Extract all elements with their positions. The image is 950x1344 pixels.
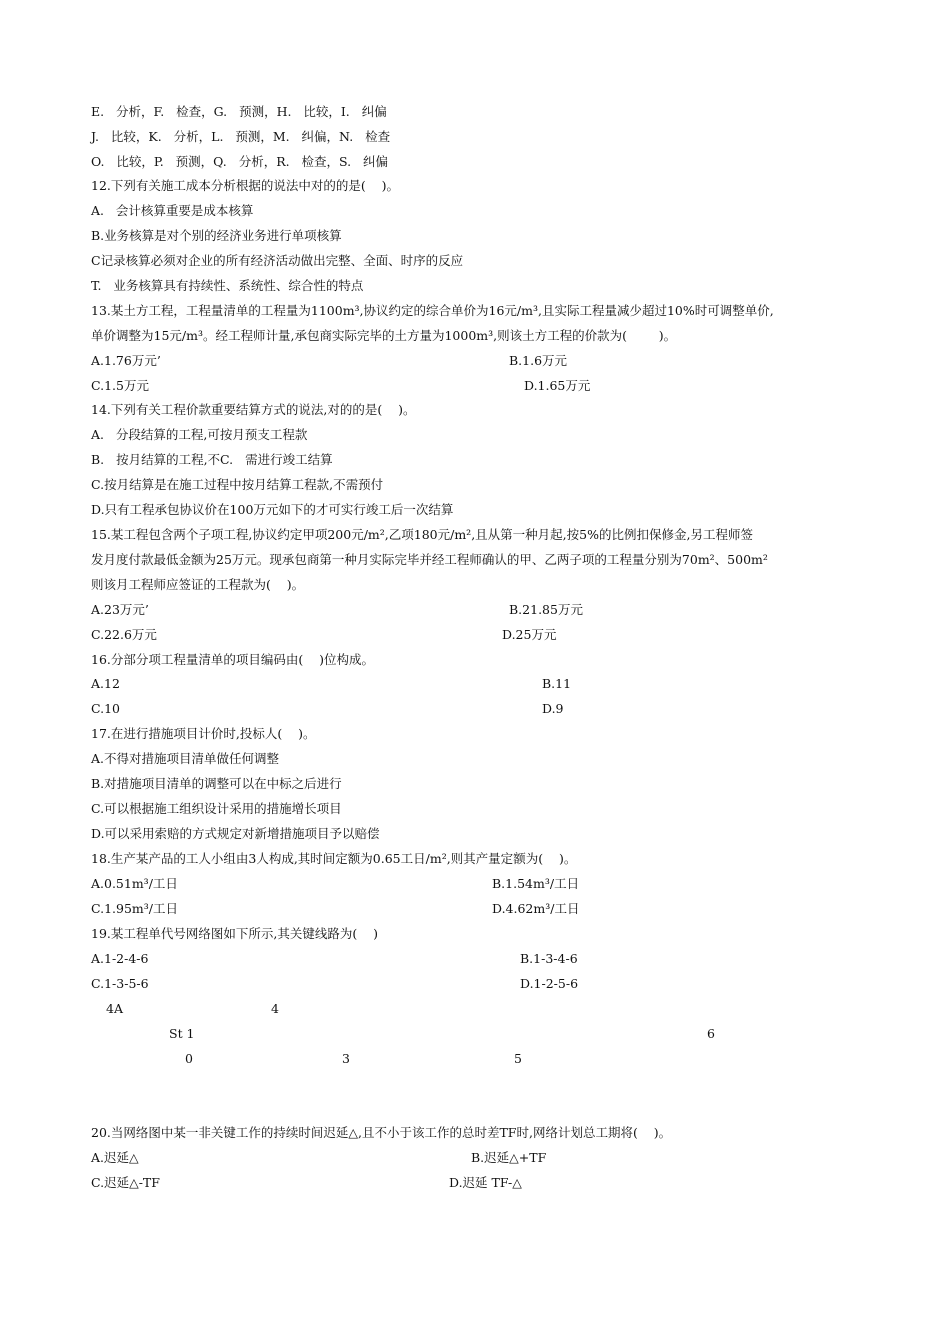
option-line: T. 业务核算具有持续性、系统性、综合性的特点 — [91, 278, 364, 293]
option-line: B.对措施项目清单的调整可以在中标之后进行 — [91, 776, 342, 791]
option-d: D.1-2-5-6 — [520, 976, 579, 991]
question-20: 20.当网络图中某一非关键工作的持续时间迟延△,且不小于该工作的总时差TF时,网络计划总工期将( )。 — [91, 1125, 672, 1140]
option-b: B.迟延△+TF — [471, 1150, 547, 1165]
option-line: A.不得对措施项目清单做任何调整 — [91, 751, 280, 766]
option-a: A.迟延△ — [91, 1150, 139, 1165]
option-line: C.可以根据施工组织设计采用的措施增长项目 — [91, 801, 342, 816]
diagram-node-label: 5 — [514, 1051, 522, 1066]
option-c: C.1.95m³/工日 — [91, 901, 178, 916]
option-a: A.12 — [91, 676, 120, 691]
question-15: 15.某工程包含两个子项工程,协议约定甲项200元/m²,乙项180元/m²,且从第一种月起,按5%的比例扣保修金,另工程师签 — [91, 527, 753, 542]
question-19: 19.某工程单代号网络图如下所示,其关键线路为( ) — [91, 926, 379, 941]
option-a: A.1-2-4-6 — [91, 951, 149, 966]
option-c: C.1-3-5-6 — [91, 976, 149, 991]
question-13-cont: 单价调整为15元/m³。经工程师计量,承包商实际完毕的土方量为1000m³,则该土方工程的价款为( )。 — [91, 328, 677, 343]
question-16: 16.分部分项工程量清单的项目编码由( )位构成。 — [91, 652, 375, 667]
option-b: B.21.85万元 — [509, 602, 583, 617]
option-a: A.1.76万元’ — [91, 353, 161, 368]
diagram-node-label: 0 — [185, 1051, 193, 1066]
diagram-node-label: 3 — [342, 1051, 350, 1066]
diagram-node-label: 6 — [707, 1026, 715, 1041]
option-b: B.1.6万元 — [509, 353, 568, 368]
option-d: D.25万元 — [502, 627, 557, 642]
option-line: B.业务核算是对个别的经济业务进行单项核算 — [91, 228, 342, 243]
option-line: O. 比较，P. 预测，Q. 分析，R. 检查，S. 纠偏 — [91, 154, 389, 169]
option-line: A. 会计核算重要是成本核算 — [91, 203, 254, 218]
option-line: D.可以采用索赔的方式规定对新增措施项目予以赔偿 — [91, 826, 380, 841]
option-line: C记录核算必须对企业的所有经济活动做出完整、全面、时序的反应 — [91, 253, 464, 268]
option-c: C.迟延△-TF — [91, 1175, 160, 1190]
option-d: D.1.65万元 — [524, 378, 591, 393]
question-12: 12.下列有关施工成本分析根据的说法中对的的是( )。 — [91, 178, 400, 193]
option-line: E. 分析，F. 检查，G. 预测，H. 比较，I. 纠偏 — [91, 104, 387, 119]
diagram-node-label: 4A — [106, 1001, 123, 1016]
option-a: A.23万元’ — [91, 602, 149, 617]
question-18: 18.生产某产品的工人小组由3人构成,其时间定额为0.65工日/m²,则其产量定额为( )。 — [91, 851, 577, 866]
diagram-node-label: St 1 — [169, 1026, 195, 1041]
question-14: 14.下列有关工程价款重要结算方式的说法,对的的是( )。 — [91, 402, 416, 417]
option-line: J. 比较，K. 分析，L. 预测，M. 纠偏，N. 检查 — [91, 129, 391, 144]
question-15-cont: 发月度付款最低金额为25万元。现承包商第一种月实际完毕并经工程师确认的甲、乙两子项的工程量分别为70m²、500m² — [91, 552, 768, 567]
option-d: D.9 — [542, 701, 564, 716]
option-b: B.1-3-4-6 — [520, 951, 578, 966]
question-15-cont: 则该月工程师应签证的工程款为( )。 — [91, 577, 305, 592]
option-d: D.迟延 TF-△ — [449, 1175, 522, 1190]
diagram-node-label: 4 — [271, 1001, 279, 1016]
option-c: C.1.5万元 — [91, 378, 149, 393]
option-line: C.按月结算是在施工过程中按月结算工程款,不需预付 — [91, 477, 384, 492]
option-line: B. 按月结算的工程,不C. 需进行竣工结算 — [91, 452, 333, 467]
option-b: B.11 — [542, 676, 572, 691]
option-d: D.4.62m³/工日 — [492, 901, 580, 916]
option-line: D.只有工程承包协议价在100万元如下的才可实行竣工后一次结算 — [91, 502, 454, 517]
question-13: 13.某土方工程，工程量清单的工程量为1100m³,协议约定的综合单价为16元/m³,且实际工程量减少超过10%时可调整单价, — [91, 303, 774, 318]
option-line: A. 分段结算的工程,可按月预支工程款 — [91, 427, 308, 442]
option-a: A.0.51m³/工日 — [91, 876, 178, 891]
option-b: B.1.54m³/工日 — [492, 876, 580, 891]
option-c: C.22.6万元 — [91, 627, 157, 642]
question-17: 17.在进行措施项目计价时,投标人( )。 — [91, 726, 316, 741]
option-c: C.10 — [91, 701, 120, 716]
